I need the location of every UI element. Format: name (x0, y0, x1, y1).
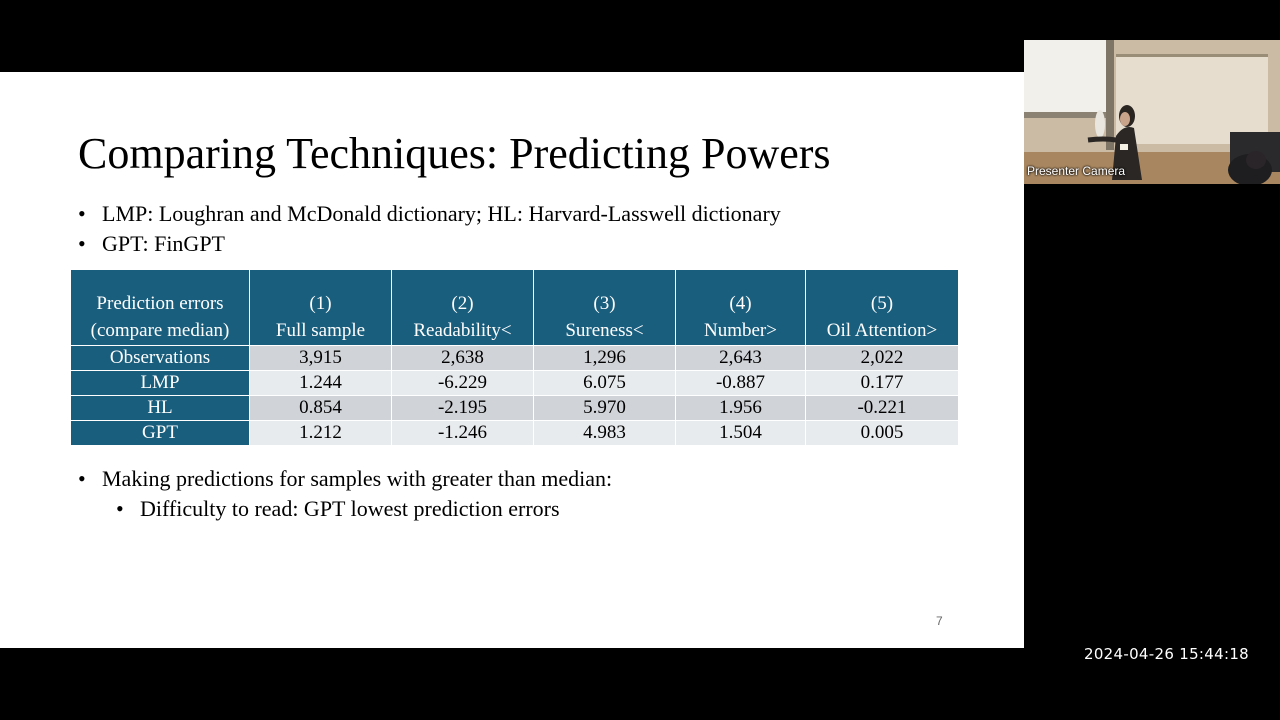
table-cell: -6.229 (392, 371, 534, 396)
table-cell: 4.983 (534, 421, 676, 446)
table-header-row (71, 270, 959, 346)
recording-timestamp: 2024-04-26 15:44:18 (1084, 645, 1250, 663)
column-number: (4) (729, 293, 752, 314)
row-label: GPT (71, 421, 250, 446)
bullet-item: • LMP: Loughran and McDonald dictionary; HL: Harvard-Lasswell dictionary (78, 199, 781, 229)
column-label: Sureness< (565, 320, 644, 341)
bullet-item: • GPT: FinGPT (78, 229, 781, 259)
top-bullet-list (78, 199, 781, 259)
column-label: Full sample (275, 320, 366, 341)
table-cell: 1.244 (250, 371, 392, 396)
column-number: (5) (870, 293, 894, 314)
table-cell: -2.195 (392, 396, 534, 421)
table-cell: 0.177 (806, 371, 959, 396)
header-line: Prediction errors (96, 293, 224, 314)
table-cell: 0.854 (250, 396, 392, 421)
column-number: (3) (593, 293, 616, 314)
camera-video-image (1024, 40, 1280, 184)
header-line: (compare median) (90, 320, 230, 341)
table-cell: 1,296 (534, 346, 676, 371)
camera-label: Presenter Camera (1027, 164, 1126, 178)
table-cell: 2,643 (676, 346, 806, 371)
row-label: LMP (71, 371, 250, 396)
table-cell: 1.504 (676, 421, 806, 446)
table-row (71, 396, 959, 421)
table-cell: 0.005 (806, 421, 959, 446)
bullet-item: • Making predictions for samples with greater than median: (78, 464, 612, 494)
presenter-camera-feed (1024, 40, 1280, 184)
column-header (250, 270, 392, 346)
column-header (392, 270, 534, 346)
table-cell: 5.970 (534, 396, 676, 421)
presentation-slide (0, 72, 1024, 648)
table-corner-header (71, 270, 250, 346)
table-cell: 2,022 (806, 346, 959, 371)
bottom-bullet-list (78, 464, 612, 524)
row-label: HL (71, 396, 250, 421)
column-header (806, 270, 959, 346)
slide-page-number: 7 (936, 614, 943, 628)
column-header (676, 270, 806, 346)
column-number: (2) (451, 293, 474, 314)
table-cell: 2,638 (392, 346, 534, 371)
column-label: Number> (704, 320, 777, 341)
column-number: (1) (309, 293, 332, 314)
table-cell: -1.246 (392, 421, 534, 446)
slide-title: Comparing Techniques: Predicting Powers (78, 129, 831, 178)
table-cell: -0.887 (676, 371, 806, 396)
table-cell: 1.956 (676, 396, 806, 421)
sub-bullet-item: • Difficulty to read: GPT lowest prediction errors (116, 494, 612, 524)
column-label: Readability< (413, 320, 512, 341)
table-cell: 3,915 (250, 346, 392, 371)
table-row (71, 421, 959, 446)
table-row (71, 371, 959, 396)
column-label: Oil Attention> (826, 320, 938, 341)
column-header (534, 270, 676, 346)
table-cell: 1.212 (250, 421, 392, 446)
table-cell: 6.075 (534, 371, 676, 396)
table-row (71, 346, 959, 371)
prediction-errors-table (70, 269, 959, 446)
row-label: Observations (71, 346, 250, 371)
table-cell: -0.221 (806, 396, 959, 421)
